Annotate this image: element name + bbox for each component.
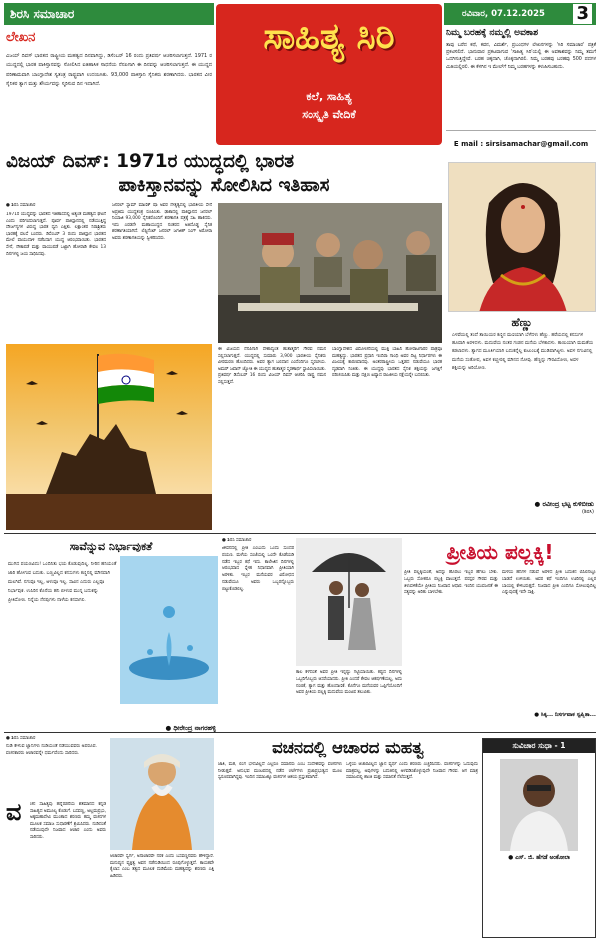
- pallakki-title: ಪ್ರೀತಿಯ ಪಲ್ಲಕ್ಕಿ!: [446, 540, 554, 564]
- author-box-name: ● ಎಸ್. ಜಿ. ಹೆಗಡೆ ಅಂಕೋಲಾ: [508, 855, 570, 861]
- main-article-col-1: 1971ರ ಯುದ್ಧವನ್ನು ಭಾರತದ ಇತಿಹಾಸದಲ್ಲಿ ಅತ್ಯಂತ ಮಹತ್ವದ ಘಟನೆ ಎಂದು ಪರಿಗಣಿಸಲಾಗುತ್ತದೆ. ಪೂರ್ವ ಪಾಕಿಸ್ತಾನದಲ್ಲಿ ನಡೆಯುತ್ತಿದ್ದ ದೌರ್ಜನ್ಯಗಳ ವಿರುದ್ಧ ಭಾರತ ಧ್ವನಿ ಎತ್ತಿತು. ಲಕ್ಷಾಂತರ ನಿರಾಶ್ರಿತರು ಭಾರತಕ್ಕೆ ವಲಸೆ ಬಂದರು. ಡಿಸೆಂಬರ್ 3 ರಂದು ಪಾಕಿಸ್ತಾನ ಭಾರತದ ಮೇಲೆ ವಾಯುದಾಳಿ ನಡೆಸಿದಾಗ ಯುದ್ಧ ಆರಂಭವಾಯಿತು. ಭಾರತದ ಸೇನೆ, ನೌಕಾಪಡೆ ಮತ್ತು ವಾಯುಪಡೆ ಒಟ್ಟಾಗಿ ಹೋರಾಡಿ ಕೇವಲ 13 ದಿನಗಳಲ್ಲಿ ಜಯ ಸಾಧಿಸಿದವು.: [6, 212, 106, 257]
- flag-soldiers-svg: [6, 344, 212, 530]
- page-number: 3: [573, 4, 592, 24]
- main-article-col-2: ಜನರಲ್ ಸ್ಯಾಮ್ ಮಾಣಿಕ್ ಷಾ ಅವರ ನೇತೃತ್ವದಲ್ಲಿ ಭಾರತೀಯ ಸೇನೆ ಅಪ್ರತಿಮ ಯುದ್ಧತಂತ್ರ ರೂಪಿಸಿತು. ಢಾಕಾದಲ್ಲಿ ಪಾಕಿಸ್ತಾನದ ಜನರಲ್ ನಿಯಾಜಿ 93,000 ಸೈನಿಕರೊಂದಿಗೆ ಶರಣಾಗತಿ ಪತ್ರಕ್ಕೆ ಸಹಿ ಹಾಕಿದರು. ಇದು ಎರಡನೇ ಮಹಾಯುದ್ಧದ ನಂತರದ ಅತಿದೊಡ್ಡ ಸೈನಿಕ ಶರಣಾಗತಿಯಾಗಿದೆ. ಲೆಫ್ಟಿನೆಂಟ್ ಜನರಲ್ ಜಗಜಿತ್ ಸಿಂಗ್ ಅರೋರಾ ಅವರು ಶರಣಾಗತಿಯನ್ನು ಸ್ವೀಕರಿಸಿದರು.: [112, 203, 212, 241]
- masthead-title: ಸಾಹಿತ್ಯ ಸಿರಿ: [263, 16, 395, 57]
- pallakki-col-4: ಮಳೆಯ ಹನಿಗಳ ನಡುವೆ ಅರಳಿದ ಪ್ರೀತಿ ಬದುಕಿನ ಬಿಸಿಲಿನಲ್ಲೂ ಬಾಡದೆ ಉಳಿಯಿತು. ಅವರ ಕಥೆ ಇಂದಿಗೂ ಊರಿನಲ್ಲಿ ಎಲ್ಲರ ಬಾಯಲ್ಲಿ ಕೇಳಿಬರುತ್ತದೆ. ನಿಜವಾದ ಪ್ರೀತಿ ಎಂದಿಗೂ ಸೋಲುವುದಿಲ್ಲ ಎನ್ನುವುದಕ್ಕೆ ಇದೇ ಸಾಕ್ಷಿ.: [502, 570, 596, 596]
- pallakki-col-3: ಪ್ರೀತಿ ಪಲ್ಲಕ್ಕಿಯಂತೆ, ಅದನ್ನು ಹೊರಲು ಇಬ್ಬರ ಹೆಗಲು ಬೇಕು. ಒಬ್ಬರು ಸೋತರೂ ಪಲ್ಲಕ್ಕಿ ವಾಲುತ್ತದೆ. ಪರಸ್ಪರ ಗೌರವ ಮತ್ತು ತಿಳುವಳಿಕೆಯೇ ಪ್ರೀತಿಯ ನಿಜವಾದ ಆಧಾರ. ಇಂದಿನ ಯುವಜನತೆ ಈ ಸತ್ಯವನ್ನು ಅರಿತು ಬಾಳಬೇಕು.: [404, 570, 498, 596]
- poem-hennu-author: [452, 500, 594, 515]
- writers-text: ತಾವು ಬರೆದ ಕಥೆ, ಕವನ, ವಿಮರ್ಶೆ, ಪ್ರಬಂಧಗಳ ಲೇಖನಗಳನ್ನು 'ಸಿರಿ ಸಮಾಚಾರ' ಪತ್ರಿಕೆ ಪ್ರಕಟಿಸಲಿದೆ. ಭಾನುವಾರ ಪ್ರಕಟವಾಗುವ 'ಸಾಹಿತ್ಯ ಸಿರಿ'ಯಲ್ಲಿ ಈ ಅವಕಾಶವನ್ನು ನಿಮ್ಮ ತಮಗೆ ಒದಗಿಸುತ್ತಿದ್ದೇವೆ. ಬರಹ ಚಿಕ್ಕದಾಗಿ, ಚೊಕ್ಕದಾಗಿರಲಿ. ನಿಮ್ಮ ಬರಹವು ಬರಹವು 500 ಪದಗಳ ಮಿತಿಯಲ್ಲಿರಲಿ. ಈ ಕೆಳಗಿನ ಇ ಮೇಲ್‌ಗೆ ನಿಮ್ಮ ಬರಹಗಳನ್ನು ಕಳುಹಿಸಬಹುದು.: [446, 43, 596, 70]
- pallakki-byline: ● ಶಿರಸಿ ಸಮಾಚಾರ: [222, 538, 252, 543]
- vachana-byline: ● ಶಿರಸಿ ಸಮಾಚಾರ: [6, 736, 36, 741]
- pallakki-col-1: ಜೀವನದಲ್ಲಿ ಪ್ರೀತಿ ಎಂಬುದು ಒಂದು ಸುಂದರ ಪಯಣ. ಮಳೆಯ ಸಂಜೆಯಲ್ಲಿ ಒಂದೇ ಕೊಡೆಯಡಿ ನಡೆದ ಇಬ್ಬರ ಕಥೆ ಇದು. ಕಾಲೇಜಿನ ದಿನಗಳಲ್ಲಿ ಆರಂಭವಾದ ಸ್ನೇಹ ನಿಧಾನವಾಗಿ ಪ್ರೀತಿಯಾಗಿ ಅರಳಿತು. ಇಬ್ಬರ ಮನೆಯವರ ವಿರೋಧದ ನಡುವೆಯೂ ಅವರು ಒಬ್ಬರನ್ನೊಬ್ಬರು ಬಿಟ್ಟುಕೊಡಲಿಲ್ಲ.: [222, 546, 294, 592]
- poem-nirbhavukate-author: ● ಧೀರೇಂದ್ರ ನಾಗರಹಳ್ಳಿ: [165, 724, 216, 732]
- poem-hennu-title: ಹೆಣ್ಣು: [511, 316, 533, 329]
- sage-svg: [110, 738, 214, 850]
- water-splash-svg: [120, 556, 218, 704]
- woman-portrait-svg: [449, 163, 596, 312]
- pallakki-col-2: ಕಾಲ ಕಳೆದಂತೆ ಅವರ ಪ್ರೀತಿ ಇನ್ನಷ್ಟು ಗಟ್ಟಿಯಾಯಿತು. ಕಷ್ಟದ ದಿನಗಳಲ್ಲಿ ಒಬ್ಬರಿಗೊಬ್ಬರು ಆಸರೆಯಾದರು. ಪ್ರೀತಿ ಎಂದರೆ ಕೇವಲ ಆಕರ್ಷಣೆಯಲ್ಲ, ಅದು ನಂಬಿಕೆ, ತ್ಯಾಗ ಮತ್ತು ಹೊಂದಾಣಿಕೆ. ಕೊನೆಗೂ ಮನೆಯವರ ಒಪ್ಪಿಗೆಯೊಂದಿಗೆ ಅವರ ಪ್ರೀತಿಯ ಪಲ್ಲಕ್ಕಿ ಮದುವೆಯ ಮಂಟಪ ತಲುಪಿತು.: [296, 670, 402, 696]
- author-box-title: ಸುವಿಚಾರ ಸುಧಾ - 1: [483, 739, 595, 753]
- paper-name: ಶಿರಸಿ ಸಮಾಚಾರ: [10, 6, 75, 21]
- masthead-logo: [216, 4, 442, 145]
- date-bar: [444, 3, 596, 25]
- headline-line-2: ಪಾಕಿಸ್ತಾನವನ್ನು ಸೋಲಿಸಿದ ಇತಿಹಾಸ: [118, 175, 330, 196]
- vachana-col-1: ಚನ ಸಾಹಿತ್ಯವು ಹನ್ನೆರಡನೆಯ ಶತಮಾನದ ಕನ್ನಡ ಸಾಹಿತ್ಯದ ಅಮೂಲ್ಯ ಕೊಡುಗೆ. ಬಸವಣ್ಣ, ಅಲ್ಲಮಪ್ರಭು, ಅಕ್ಕಮಹಾದೇವಿ ಮುಂತಾದ ಶರಣರು ತಮ್ಮ ವಚನಗಳ ಮೂಲಕ ಸಮಾಜ ಸುಧಾರಣೆಗೆ ಶ್ರಮಿಸಿದರು. ನುಡಿದಂತೆ ನಡೆಯುವುದೇ ನಿಜವಾದ ಆಚಾರ ಎಂದು ಅವರು ಸಾರಿದರು.: [30, 802, 106, 840]
- section-divider-1: [4, 533, 596, 534]
- vachana-intro: ನುಡಿ ಕೇಳುವ ಜ್ಞಾನಿಗಳು ನುಡಿಯಂತೆ ನಡೆಯುವವರು ಅಪರೂಪ. ವಚನಕಾರರು ಆಚಾರವನ್ನೇ ಧರ್ಮವೆಂದು ಸಾರಿದರು.: [6, 744, 98, 756]
- email-address: E mail : sirsisamachar@gmail.com: [453, 140, 589, 148]
- couple-umbrella-svg: [296, 538, 402, 666]
- section-divider-2: [4, 732, 596, 733]
- main-article-col-4: ಬಾಂಗ್ಲಾದೇಶದ ವಿಮೋಚನೆಯಲ್ಲಿ ಮುಕ್ತಿ ಬಾಹಿನಿ ಹೋರಾಟಗಾರರ ಪಾತ್ರವೂ ಮಹತ್ವದ್ದು. ಭಾರತದ ಪ್ರಧಾನಿ ಇಂದಿರಾ ಗಾಂಧಿ ಅವರ ದಿಟ್ಟ ನಿರ್ಧಾರಗಳು ಈ ವಿಜಯಕ್ಕೆ ಕಾರಣವಾದವು. ಅಂತರರಾಷ್ಟ್ರೀಯ ಒತ್ತಡದ ನಡುವೆಯೂ ಭಾರತ ದೃಢವಾಗಿ ನಿಂತಿತು. ಈ ಯುದ್ಧವು ಭಾರತದ ಸೈನಿಕ ಶಕ್ತಿಯನ್ನು ಜಗತ್ತಿಗೆ ಪರಿಚಯಿಸಿತು ಮತ್ತು ದಕ್ಷಿಣ ಏಷ್ಯಾದ ರಾಜಕೀಯ ನಕ್ಷೆಯನ್ನೇ ಬದಲಿಸಿತು.: [332, 347, 442, 379]
- flag-soldiers-illustration: [6, 344, 212, 530]
- author-box: [482, 738, 596, 938]
- poem-hennu-author-name: ● ರವೀಂದ್ರ ಭಟ್ಟ ಕುಳಿಬೀಡು: [534, 500, 594, 508]
- author-photo-svg: [500, 759, 578, 851]
- poem-hennu-text: ಎಳವೆಯಲ್ಲಿ ತಂದೆ ತಾಯಿಯರ ಕಣ್ಣಿನ ಮಣಿಯಾಗಿ ಬೆಳೆದಳು ಹೆಣ್ಣು. ಹರೆಯದಲ್ಲಿ ಕನಸುಗಳ ಹೂವಾಗಿ ಅರಳಿದಳು. ಮದುವೆಯ ನಂತರ ಗಂಡನ ಮನೆಯ ಬೆಳಕಾದಳು. ತಾಯಿಯಾಗಿ ಮಮತೆಯ ಕಡಲಾದಳು. ತ್ಯಾಗದ ಮೂರ್ತಿಯಾಗಿ ಬದುಕನ್ನೆಲ್ಲ ಕುಟುಂಬಕ್ಕೆ ಮುಡಿಪಾಗಿಟ್ಟಳು. ಅವಳ ನಗುವಿನಲ್ಲಿ ಮನೆಯ ಸಂತೋಷ, ಅವಳ ಕಣ್ಣೀರಲ್ಲಿ ಮೌನದ ನೋವು. ಹೆಣ್ಣನ್ನು ಗೌರವಿಸೋಣ, ಅವಳ ಶಕ್ತಿಯನ್ನು ಅರಿಯೋಣ.: [452, 333, 594, 371]
- email-bar: [446, 130, 596, 148]
- couple-umbrella-illustration: [296, 538, 402, 666]
- poem-nirbhavukate-title: ಸಾವೆನ್ನುವ ನಿರ್ಭಾವುಕತೆ: [69, 540, 153, 553]
- poem-hennu-author-place: (ಶಿರಸಿ): [582, 509, 594, 515]
- intro-text: ವಿಜಯ್ ದಿವಸ್ ಭಾರತದ ರಾಷ್ಟ್ರೀಯ ಮಹತ್ವದ ದಿನವಾಗಿದ್ದು, ಡಿಸೆಂಬರ್ 16 ರಂದು ಪ್ರತಿವರ್ಷ ಆಚರಿಸಲಾಗುತ್ತದೆ. 1971 ರ ಯುದ್ಧದಲ್ಲಿ ಭಾರತ ಪಾಕಿಸ್ತಾನವನ್ನು ಸೋಲಿಸಿದ ಐತಿಹಾಸಿಕ ಸಾಧನೆಯ ನೆನಪಿಗಾಗಿ ಈ ದಿನವನ್ನು ಆಚರಿಸಲಾಗುತ್ತದೆ. ಈ ಯುದ್ಧದ ಪರಿಣಾಮವಾಗಿ ಬಾಂಗ್ಲಾದೇಶ ಸ್ವತಂತ್ರ ರಾಷ್ಟ್ರವಾಗಿ ಉದಯಿಸಿತು. 93,000 ಪಾಕಿಸ್ತಾನಿ ಸೈನಿಕರು ಶರಣಾಗಿದರು. ಭಾರತದ ವೀರ ಸೈನಿಕರ ತ್ಯಾಗ ಮತ್ತು ಶೌರ್ಯವನ್ನು ಸ್ಮರಿಸುವ ದಿನ ಇದಾಗಿದೆ.: [6, 53, 212, 88]
- vachana-col-2: ಆಚಾರವೇ ಸ್ವರ್ಗ, ಅನಾಚಾರವೇ ನರಕ ಎಂದು ಬಸವಣ್ಣನವರು ಹೇಳಿದ್ದಾರೆ. ಮನುಷ್ಯನ ವ್ಯಕ್ತಿತ್ವ ಅವನ ನಡೆನುಡಿಯಿಂದ ರೂಪುಗೊಳ್ಳುತ್ತದೆ. ಕಾಯಕವೇ ಕೈಲಾಸ ಎಂಬ ತತ್ವದ ಮೂಲಕ ದುಡಿಮೆಯ ಮಹತ್ವವನ್ನು ಶರಣರು ಎತ್ತಿ ಹಿಡಿದರು.: [110, 854, 214, 879]
- woman-portrait-illustration: [448, 162, 596, 312]
- section-label: ಲೇಖನ: [6, 30, 36, 45]
- water-splash-photo: [120, 556, 218, 704]
- surrender-ceremony-photo: [218, 203, 442, 343]
- author-photo: [500, 759, 578, 851]
- headline-line-1: ವಿಜಯ್ ದಿವಸ್: 1971ರ ಯುದ್ಧದಲ್ಲಿ ಭಾರತ: [6, 151, 295, 172]
- paper-name-bar: [4, 3, 214, 25]
- surrender-photo-svg: [218, 203, 442, 343]
- main-article-byline: ● ಶಿರಸಿ ಸಮಾಚಾರ: [6, 203, 36, 208]
- masthead-subtitle-1: ಕಲೆ, ಸಾಹಿತ್ಯ: [306, 90, 352, 103]
- pallakki-author: ● ಸಿಕ್ಕ... ನಿಸರ್ಗವಾಕ ಸ್ವಪ್ನಿತಾ...: [534, 712, 596, 718]
- main-headline: [6, 150, 442, 198]
- vachana-col-4: ಒಳ್ಳೆಯ ಆಚಾರವಿಲ್ಲದ ಜ್ಞಾನ ವ್ಯರ್ಥ ಎಂದು ಶರಣರು ಎಚ್ಚರಿಸಿದರು. ವಚನಗಳನ್ನು ಓದುವುದು ಮಾತ್ರವಲ್ಲ, ಅವುಗಳನ್ನು ಬದುಕಿನಲ್ಲಿ ಅಳವಡಿಸಿಕೊಳ್ಳುವುದೇ ನಿಜವಾದ ಗೌರವ. ಆಗ ಮಾತ್ರ ಸಮಾಜದಲ್ಲಿ ಶಾಂತಿ ಮತ್ತು ಸಮಾನತೆ ನೆಲೆಸುತ್ತದೆ.: [346, 762, 478, 781]
- writers-heading: ನಿಮ್ಮ ಬರಹಕ್ಕೆ ನಮ್ಮಲ್ಲಿ ಅವಕಾಶ: [446, 28, 539, 38]
- vachana-headline: ವಚನದಲ್ಲಿ ಆಚಾರದ ಮಹತ್ವ: [272, 738, 424, 757]
- masthead-subtitle-2: ಸಂಸ್ಕೃತಿ ವೇದಿಕೆ: [302, 108, 356, 121]
- main-article-col-3: ಈ ವಿಜಯದ ನೆನಪಿಗಾಗಿ ದೇಶಾದ್ಯಂತ ಹುತಾತ್ಮರಿಗೆ ಗೌರವ ನಮನ ಸಲ್ಲಿಸಲಾಗುತ್ತದೆ. ಯುದ್ಧದಲ್ಲಿ ಸುಮಾರು 3,900 ಭಾರತೀಯ ಸೈನಿಕರು ವೀರಮರಣ ಹೊಂದಿದರು. ಅವರ ತ್ಯಾಗ ಬಲಿದಾನ ಎಂದೆಂದಿಗೂ ಸ್ಮರಣೀಯ. ಅಮರ್ ಜವಾನ್ ಜ್ಯೋತಿ ಈ ಯುದ್ಧದ ಹುತಾತ್ಮರ ಸ್ಮರಣಾರ್ಥ ಸ್ಥಾಪಿಸಲಾಯಿತು. ಪ್ರತಿವರ್ಷ ಡಿಸೆಂಬರ್ 16 ರಂದು ವಿಜಯ್ ದಿವಸ್ ಆಚರಿಸಿ ರಾಷ್ಟ್ರ ನಮನ ಸಲ್ಲಿಸುತ್ತದೆ.: [218, 347, 326, 385]
- issue-date: ರವಿವಾರ, 07.12.2025: [462, 9, 545, 19]
- sage-illustration: [110, 738, 214, 850]
- poem-nirbhavukate-text: ಮುಗಿದ ಪಯಣವಿದು! ಒಂದಿನಿತು ಭಯ ಕೊಡುವುದಿಲ್ಲ. ನೀರಿನ ಹನಿಯಂತೆ ಜಾರಿ ಹೋಗುವ ಬದುಕು. ಬಣ್ಣವಿಲ್ಲದ ಕನಸುಗಳು ಕಣ್ಣಿನಲ್ಲಿ ಮೌನವಾಗಿ ಮಲಗಿವೆ. ನಗುವೂ ಇಲ್ಲ, ಅಳುವೂ ಇಲ್ಲ. ಸಾವಿನ ಎದುರು ಎಲ್ಲವೂ ನಿರ್ಭಾವುಕ. ಉಸಿರಿನ ಕೊನೆಯ ಹನಿ ಬೀಳುವ ಮುನ್ನ ಬದುಕನ್ನು ಪ್ರೀತಿಸೋಣ. ನಿನ್ನೆಯ ನೆನಪುಗಳು ನಾಳೆಯ ಕನಸಾಗಲಿ.: [8, 562, 117, 603]
- vachana-col-3: ಜಾತಿ, ಮತ, ಲಿಂಗ ಭೇದವಿಲ್ಲದೆ ಎಲ್ಲರೂ ಸಮಾನರು ಎಂಬ ಸಂದೇಶವನ್ನು ವಚನಗಳು ನೀಡುತ್ತವೆ. ಅನುಭವ ಮಂಟಪದಲ್ಲಿ ನಡೆದ ಚರ್ಚೆಗಳು ಪ್ರಜಾಪ್ರಭುತ್ವದ ಮೂಲ ಸ್ವರೂಪವಾಗಿದ್ದವು. ಇಂದಿನ ಸಮಾಜಕ್ಕೂ ವಚನಗಳ ಆಶಯ ಪ್ರಸ್ತುತವಾಗಿದೆ.: [218, 762, 342, 781]
- vachana-drop-cap: ವ: [6, 798, 22, 826]
